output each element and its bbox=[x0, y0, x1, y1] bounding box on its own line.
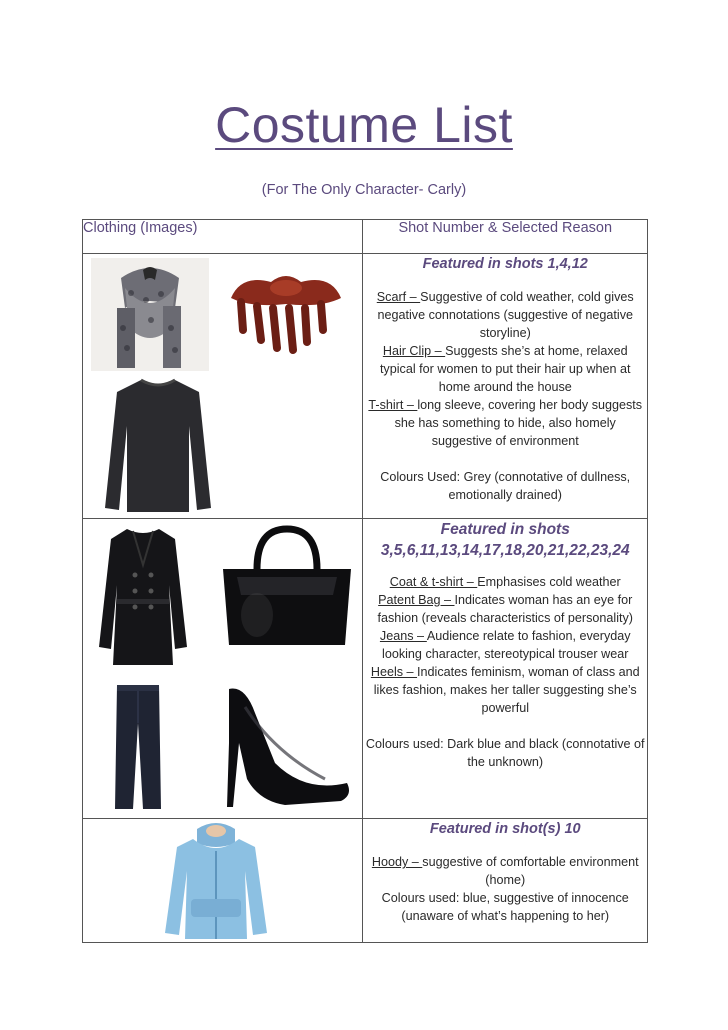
featured-shots: Featured in shots 3,5,6,11,13,14,17,18,20,21,22,23,24 bbox=[380, 521, 630, 559]
reason-coat: Coat & t-shirt – Emphasises cold weather bbox=[389, 575, 621, 589]
page-subtitle: (For The Only Character- Carly) bbox=[261, 182, 467, 198]
colours-used: Colours Used: Grey (connotative of dullness, emotionally drained) bbox=[380, 470, 631, 502]
featured-shots: Featured in shot(s) 10 bbox=[429, 821, 581, 837]
table-header-row bbox=[83, 220, 648, 254]
reason-scarf: Scarf – Suggestive of cold weather, cold gives negative connotations (suggestive of negative storyline) bbox=[376, 290, 634, 340]
patent-bag-image bbox=[217, 525, 357, 649]
clothing-images-cell bbox=[83, 254, 363, 519]
header-clothing: Clothing (Images) bbox=[83, 220, 363, 254]
reason-tshirt: T-shirt – long sleeve, covering her body suggests she has something to hide, also homely suggestive of environment bbox=[368, 398, 643, 448]
scarf-image bbox=[91, 258, 209, 371]
shot-reason-cell bbox=[363, 519, 648, 819]
clothing-images-cell bbox=[83, 819, 363, 943]
page-title: Costume List bbox=[215, 97, 513, 153]
table-row bbox=[83, 819, 648, 943]
reason-hoody: Hoody – suggestive of comfortable environment (home) bbox=[371, 855, 639, 887]
featured-shots: Featured in shots 1,4,12 bbox=[422, 256, 588, 272]
hair-clip-image bbox=[221, 268, 351, 358]
clothing-images-cell bbox=[83, 519, 363, 819]
reason-heels: Heels – Indicates feminism, woman of class and likes fashion, makes her taller suggesting she’s powerful bbox=[370, 665, 640, 715]
reason-jeans: Jeans – Audience relate to fashion, everyday looking character, stereotypical trouser wear bbox=[379, 629, 631, 661]
coat-image bbox=[97, 525, 189, 673]
reason-patent-bag: Patent Bag – Indicates woman has an eye for fashion (reveals characteristics of personality) bbox=[377, 593, 633, 625]
header-shot-reason: Shot Number & Selected Reason bbox=[363, 220, 648, 254]
colours-used: Colours used: blue, suggestive of innocence (unaware of what’s happening to her) bbox=[381, 891, 629, 923]
reason-hair-clip: Hair Clip – Suggests she’s at home, relaxed typical for women to put their hair up when at home around the house bbox=[379, 344, 631, 394]
colours-used: Colours used: Dark blue and black (connotative of the unknown) bbox=[365, 737, 645, 769]
jeans-image bbox=[113, 683, 163, 811]
hoody-image bbox=[163, 821, 269, 941]
shot-reason-cell bbox=[363, 819, 648, 943]
shot-reason-cell bbox=[363, 254, 648, 519]
costume-table bbox=[82, 219, 648, 943]
heels-image bbox=[215, 683, 355, 811]
table-row bbox=[83, 519, 648, 819]
table-row bbox=[83, 254, 648, 519]
tshirt-image bbox=[103, 376, 213, 516]
